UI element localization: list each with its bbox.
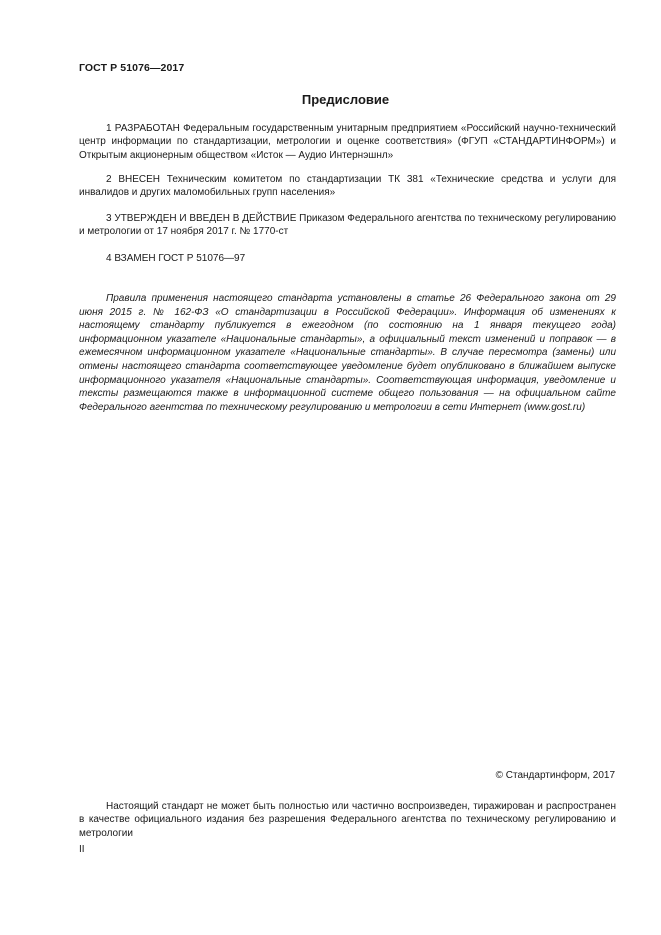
- foreword-item-developed: 1 РАЗРАБОТАН Федеральным государственным унитарным предприятием «Российский научно-технический центр информации по стандартизации, метрологии и оценке соответствия» (ФГУП «СТАНДАРТИНФОРМ») и Открытым акционерным обществом «Исток — Аудио Интернэшнл»: [79, 123, 616, 161]
- foreword-item-approved: 3 УТВЕРЖДЕН И ВВЕДЕН В ДЕЙСТВИЕ Приказом Федерального агентства по техническому регулированию и метрологии от 17 ноября 2017 г. № 1770-ст: [79, 213, 616, 238]
- reproduction-notice: Настоящий стандарт не может быть полностью или частично воспроизведен, тиражирован и распространен в качестве официального издания без разрешения Федерального агентства по техническому регулированию и метрологии: [79, 801, 616, 839]
- copyright-line: © Стандартинформ, 2017: [495, 770, 615, 781]
- foreword-item-replaces: 4 ВЗАМЕН ГОСТ Р 51076—97: [106, 253, 246, 264]
- page-number: II: [79, 844, 85, 855]
- foreword-title: Предисловие: [301, 92, 390, 107]
- foreword-item-introduced: 2 ВНЕСЕН Техническим комитетом по стандартизации ТК 381 «Технические средства и услуги для инвалидов и других маломобильных групп населения»: [79, 174, 616, 199]
- standard-application-notice: Правила применения настоящего стандарта установлены в статье 26 Федерального закона от 29 июня 2015 г. № 162-ФЗ «О стандартизации в Российской Федерации». Информация об изменениях к настоящему стандарту публикуется в ежегодном (по состоянию на 1 января текущего года) информационном указателе «Национальные стандарты», а официальный текст изменений и поправок — в ежемесячном информационном указателе «Национальные стандарты». В случае пересмотра (замены) или отмены настоящего стандарта соответствующее уведомление будет опубликовано в ближайшем выпуске информационного указателя «Национальные стандарты». Соответствующая информация, уведомление и тексты размещаются также в информационной системе общего пользования — на официальном сайте Федерального агентства по техническому регулированию и метрологии в сети Интернет (www.gost.ru): [79, 293, 616, 413]
- document-code: ГОСТ Р 51076—2017: [79, 62, 185, 74]
